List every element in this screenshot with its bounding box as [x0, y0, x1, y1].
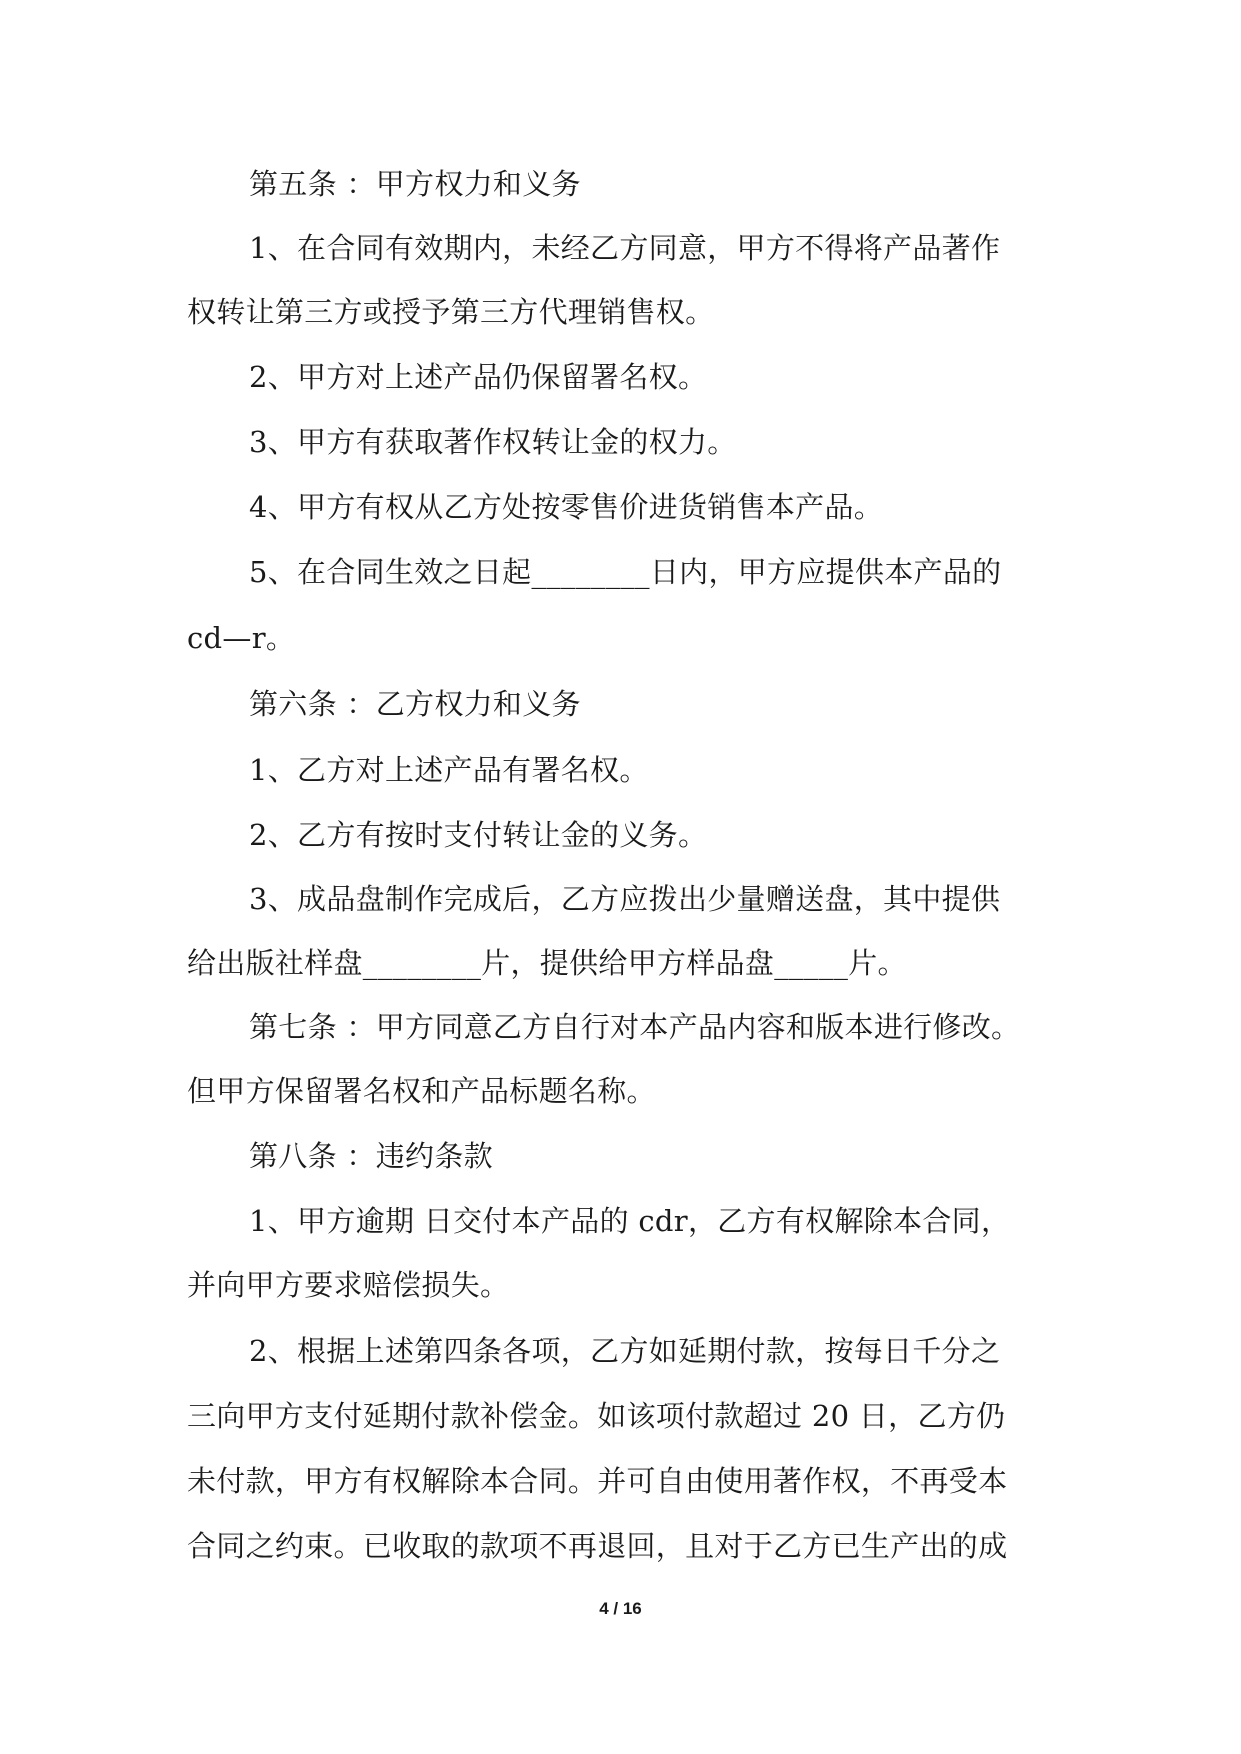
article-6-clause-1: 1、乙方对上述产品有署名权。: [249, 753, 649, 787]
article-6-clause-3-line-2: 给出版社样盘________片，提供给甲方样品盘_____片。: [187, 946, 907, 980]
article-5-heading: 第五条 ：甲方权力和义务: [249, 167, 581, 201]
article-8-clause-2-line-3: 未付款，甲方有权解除本合同。并可自由使用著作权，不再受本: [187, 1464, 1008, 1498]
article-8-clause-1-line-2: 并向甲方要求赔偿损失。: [187, 1268, 510, 1302]
article-7-line-1: 第七条 ：甲方同意乙方自行对本产品内容和版本进行修改。: [249, 1010, 1021, 1044]
article-8-clause-1-line-1: 1、甲方逾期 日交付本产品的 cdr，乙方有权解除本合同，: [249, 1204, 1011, 1238]
article-8-clause-2-line-2: 三向甲方支付延期付款补偿金。如该项付款超过 20 日，乙方仍: [187, 1399, 1006, 1433]
article-8-clause-2-line-4: 合同之约束。已收取的款项不再退回，且对于乙方已生产出的成: [187, 1529, 1008, 1563]
article-5-clause-3: 3、甲方有获取著作权转让金的权力。: [249, 425, 737, 459]
page-number: 4 / 16: [599, 1599, 642, 1618]
article-5-clause-1-line-2: 权转让第三方或授予第三方代理销售权。: [187, 295, 715, 329]
article-8-heading: 第八条 ：违约条款: [249, 1139, 493, 1173]
article-5-clause-5-line-1: 5、在合同生效之日起________日内，甲方应提供本产品的: [249, 555, 1002, 589]
article-5-clause-5-line-2: cd—r。: [187, 621, 296, 655]
article-6-heading: 第六条 ：乙方权力和义务: [249, 687, 581, 721]
article-5-clause-1-line-1: 1、在合同有效期内，未经乙方同意，甲方不得将产品著作: [249, 231, 1001, 265]
article-8-clause-2-line-1: 2、根据上述第四条各项，乙方如延期付款，按每日千分之: [249, 1334, 1001, 1368]
article-5-clause-2: 2、甲方对上述产品仍保留署名权。: [249, 360, 708, 394]
article-6-clause-2: 2、乙方有按时支付转让金的义务。: [249, 818, 708, 852]
article-7-line-2: 但甲方保留署名权和产品标题名称。: [187, 1074, 656, 1108]
article-5-clause-4: 4、甲方有权从乙方处按零售价进货销售本产品。: [249, 490, 884, 524]
article-6-clause-3-line-1: 3、成品盘制作完成后，乙方应拨出少量赠送盘，其中提供: [249, 882, 1001, 916]
